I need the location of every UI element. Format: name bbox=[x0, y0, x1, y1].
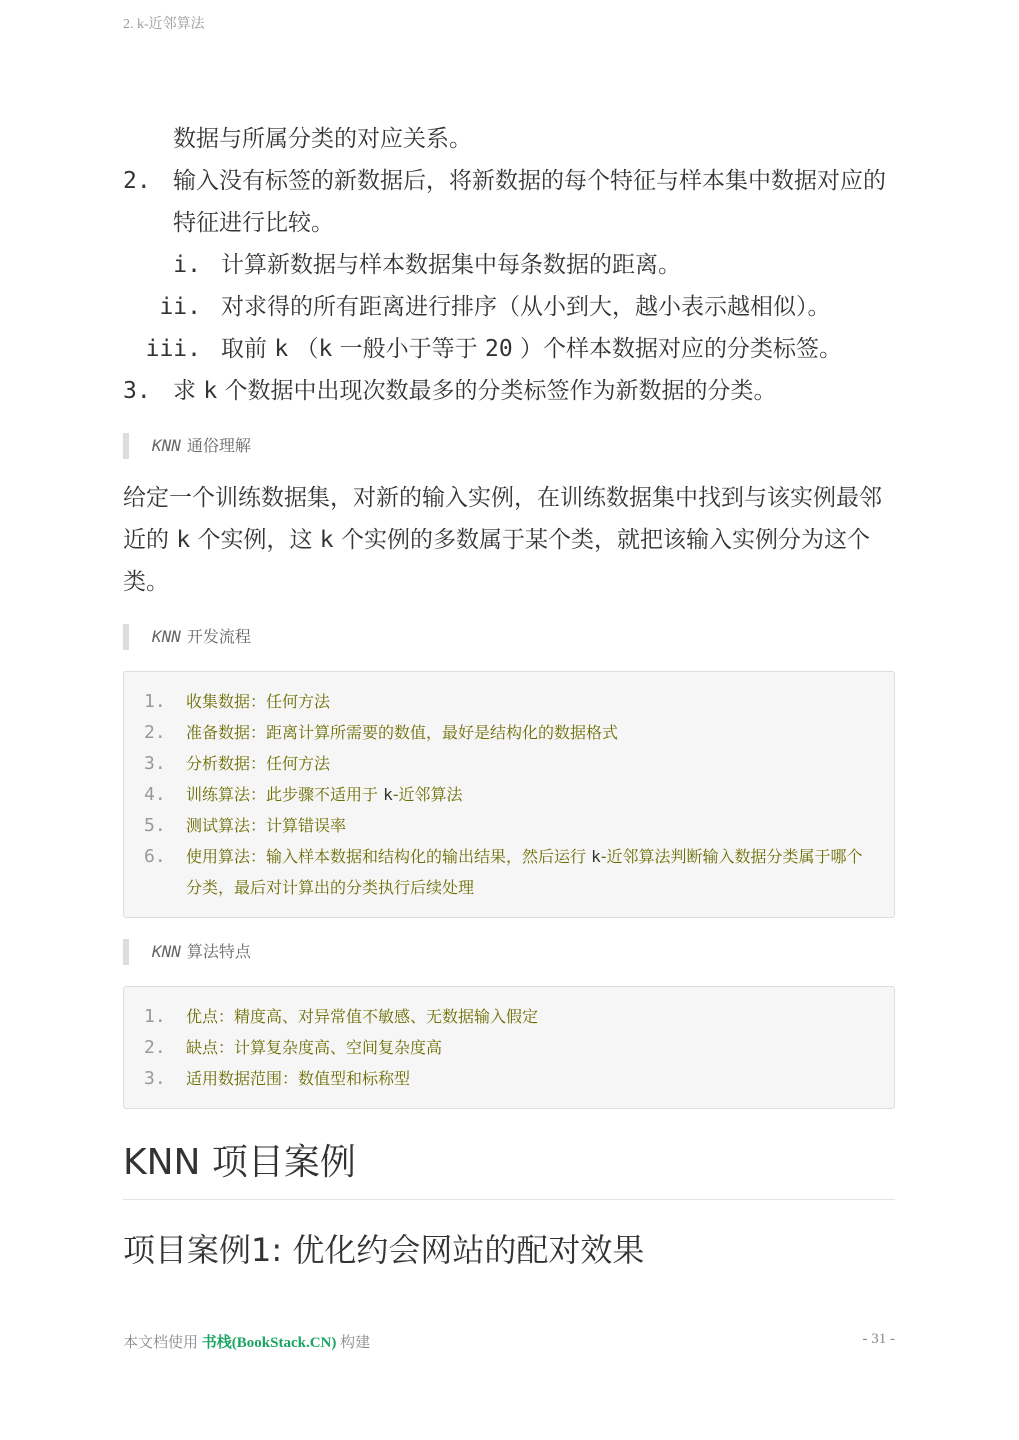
inline-code: k bbox=[274, 336, 289, 362]
list-number: 3. bbox=[123, 378, 151, 404]
code-text: 分析数据：任何方法 bbox=[186, 754, 331, 773]
paragraph-definition bbox=[123, 477, 895, 603]
line-number: 5. bbox=[144, 815, 166, 836]
page-content bbox=[123, 118, 895, 1272]
code-line bbox=[144, 810, 874, 841]
sublist-number: iii. bbox=[145, 336, 201, 362]
line-number: 4. bbox=[144, 784, 166, 805]
sublist-item-ii bbox=[123, 286, 895, 328]
code-block-features bbox=[123, 986, 895, 1109]
footer-suffix: 构建 bbox=[336, 1335, 371, 1351]
inline-code: k bbox=[383, 785, 393, 804]
text-segment: 个数据中出现次数最多的分类标签作为新数据的分类。 bbox=[217, 378, 777, 404]
line-number: 2. bbox=[144, 1037, 166, 1058]
quote-keyword: KNN bbox=[152, 436, 181, 455]
list-item-text: 数据与所属分类的对应关系。 bbox=[173, 126, 472, 152]
code-block-dev-flow bbox=[123, 671, 895, 918]
code-text: 测试算法：计算错误率 bbox=[186, 816, 347, 835]
code-line bbox=[144, 779, 874, 810]
inline-code: k bbox=[318, 336, 333, 362]
text-segment: 训练算法：此步骤不适用于 bbox=[186, 785, 384, 804]
code-line bbox=[144, 686, 874, 717]
list-item-step-3 bbox=[123, 370, 895, 412]
sublist-item-text: 计算新数据与样本数据集中每条数据的距离。 bbox=[221, 252, 681, 278]
section-heading: KNN 项目案例 bbox=[123, 1139, 895, 1200]
footer-prefix: 本文档使用 bbox=[123, 1335, 202, 1351]
page-number: - 31 - bbox=[862, 1331, 895, 1347]
text-segment: 个实例，这 bbox=[190, 527, 320, 553]
code-text: 适用数据范围：数值型和标称型 bbox=[186, 1069, 411, 1088]
list-item-step-2 bbox=[123, 160, 895, 244]
list-item-continuation bbox=[123, 118, 895, 160]
line-number: 3. bbox=[144, 753, 166, 774]
running-header: 2. k-近邻算法 bbox=[123, 17, 205, 32]
list-item-text bbox=[173, 378, 776, 404]
text-segment: ）个样本数据对应的分类标签。 bbox=[512, 336, 842, 362]
footer-brand-link[interactable]: 书栈(BookStack.CN) bbox=[201, 1335, 337, 1351]
text-segment: 求 bbox=[173, 378, 204, 404]
text-segment: 个实例的多数属于某个类，就把该输入实例分为这个类。 bbox=[123, 527, 870, 595]
blockquote-dev-flow bbox=[123, 624, 895, 650]
sublist-item-iii bbox=[123, 328, 895, 370]
page-footer bbox=[123, 1331, 895, 1352]
sublist-item-text: 对求得的所有距离进行排序（从小到大，越小表示越相似）。 bbox=[221, 294, 831, 320]
subsection-heading: 项目案例1: 优化约会网站的配对效果 bbox=[123, 1231, 645, 1269]
text-segment: -近邻算法判断输入数据分类属于哪个分类，最后对计算出的分类执行后续处理 bbox=[186, 847, 863, 897]
sublist-number: ii. bbox=[159, 294, 201, 320]
code-line bbox=[144, 748, 874, 779]
sublist-item-i bbox=[123, 244, 895, 286]
code-text: 缺点：计算复杂度高、空间复杂度高 bbox=[186, 1038, 443, 1057]
line-number: 1. bbox=[144, 691, 166, 712]
line-number: 2. bbox=[144, 722, 166, 743]
quote-keyword: KNN bbox=[152, 627, 181, 646]
sublist-number: i. bbox=[173, 252, 201, 278]
text-segment: 一般小于等于 bbox=[332, 336, 485, 362]
inline-code: k bbox=[591, 847, 601, 866]
code-line bbox=[144, 1001, 874, 1032]
code-text bbox=[186, 847, 863, 897]
text-segment: 取前 bbox=[221, 336, 275, 362]
inline-code: 20 bbox=[484, 336, 513, 362]
list-number: 2. bbox=[123, 168, 151, 194]
text-segment: 给定一个训练数据集，对新的输入实例，在训练数据集中找到与该实例最邻近的 bbox=[123, 485, 882, 553]
blockquote-features bbox=[123, 939, 895, 965]
text-segment: 使用算法：输入样本数据和结构化的输出结果，然后运行 bbox=[186, 847, 592, 866]
quote-text: 算法特点 bbox=[186, 942, 251, 961]
code-line bbox=[144, 1063, 874, 1094]
list-item-text: 输入没有标签的新数据后，将新数据的每个特征与样本集中数据对应的特征进行比较。 bbox=[173, 168, 886, 236]
quote-keyword: KNN bbox=[152, 942, 181, 961]
blockquote-understanding bbox=[123, 433, 895, 459]
line-number: 1. bbox=[144, 1006, 166, 1027]
quote-text: 开发流程 bbox=[186, 627, 251, 646]
code-text: 准备数据：距离计算所需要的数值，最好是结构化的数据格式 bbox=[186, 723, 619, 742]
code-text bbox=[186, 785, 463, 804]
code-text: 优点：精度高、对异常值不敏感、无数据输入假定 bbox=[186, 1007, 539, 1026]
code-line bbox=[144, 1032, 874, 1063]
text-segment: -近邻算法 bbox=[392, 785, 463, 804]
inline-code: k bbox=[176, 527, 191, 553]
inline-code: k bbox=[319, 527, 334, 553]
line-number: 3. bbox=[144, 1068, 166, 1089]
code-line bbox=[144, 717, 874, 748]
code-line bbox=[144, 841, 874, 903]
quote-text: 通俗理解 bbox=[186, 436, 251, 455]
sublist-item-text bbox=[221, 336, 842, 362]
inline-code: k bbox=[203, 378, 218, 404]
line-number: 6. bbox=[144, 846, 166, 867]
text-segment: （ bbox=[288, 336, 319, 362]
code-text: 收集数据：任何方法 bbox=[186, 692, 331, 711]
